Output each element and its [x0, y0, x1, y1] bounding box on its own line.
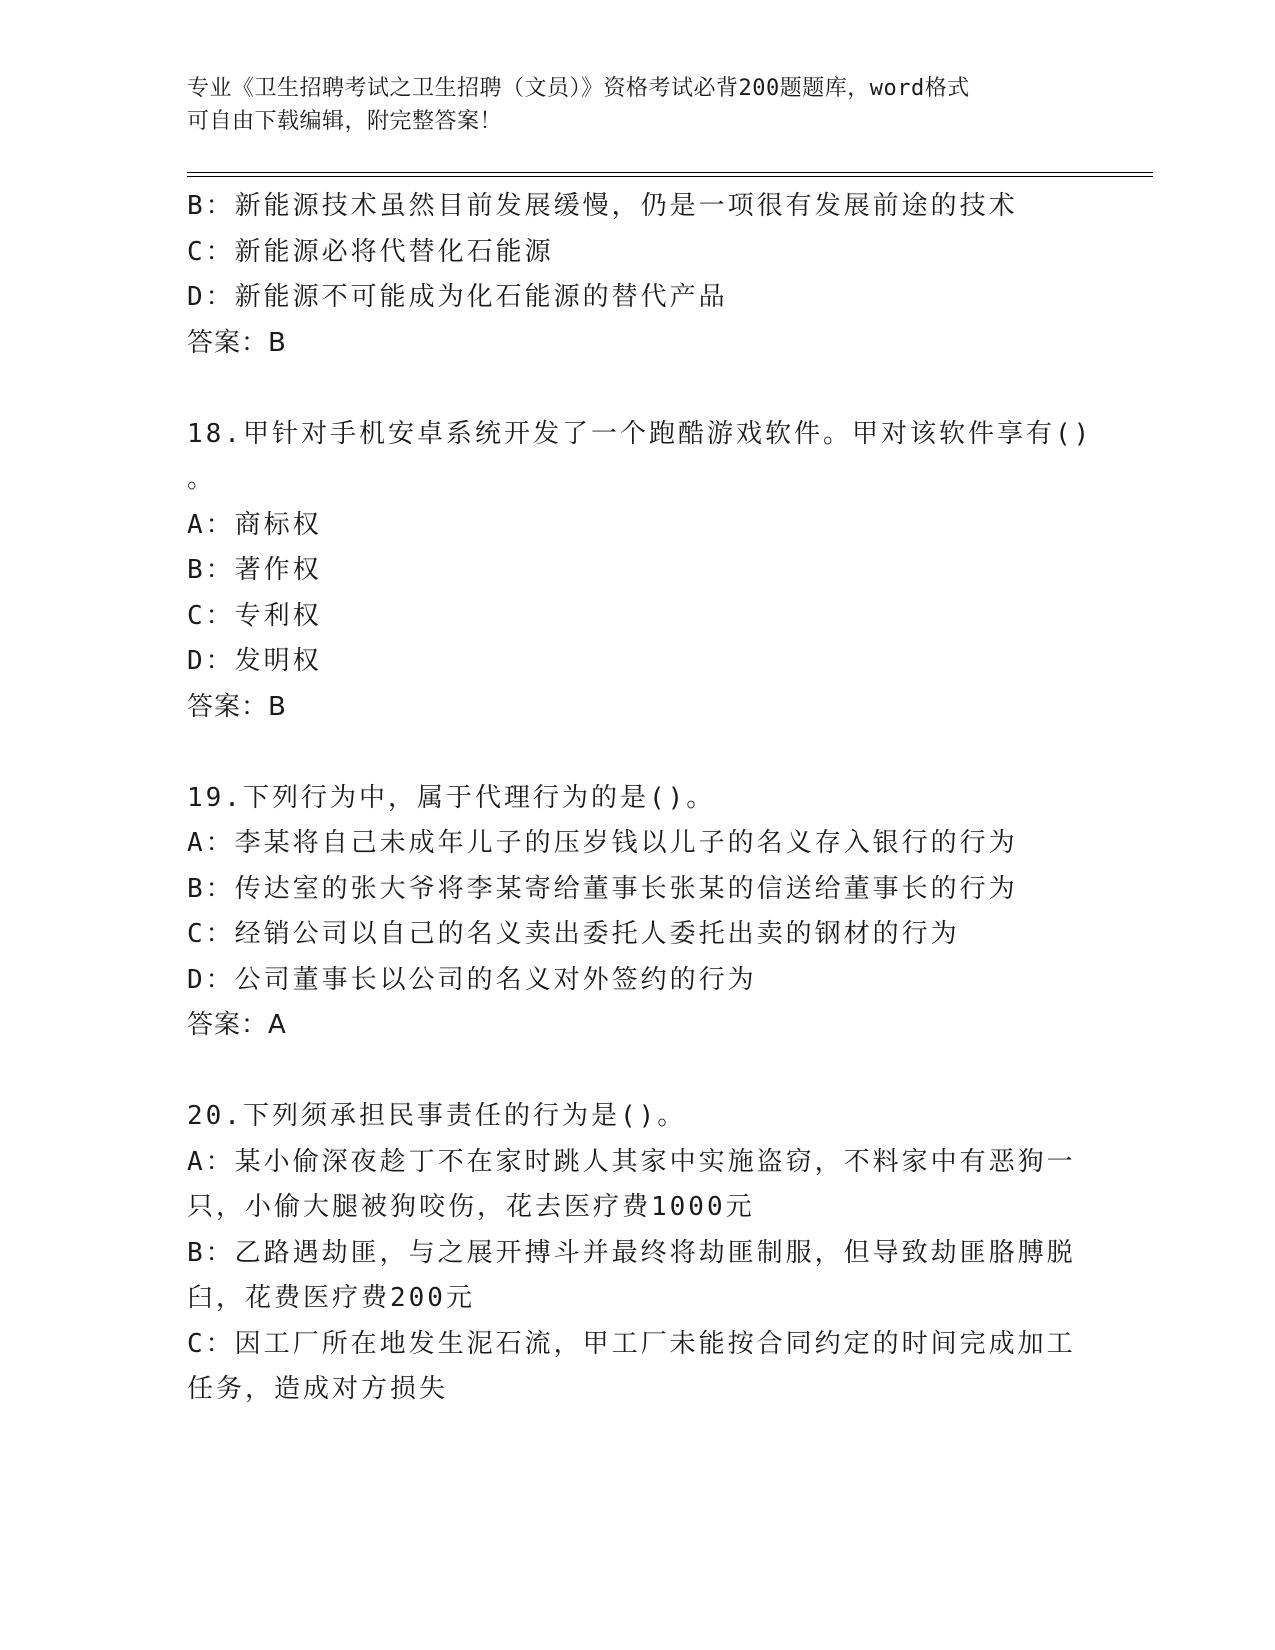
- q20-option-b-line-1: B：乙路遇劫匪，与之展开搏斗并最终将劫匪制服，但导致劫匪胳膊脱: [187, 1237, 1076, 1268]
- question-18: [187, 412, 1093, 731]
- header-rule-bottom: [187, 176, 1153, 177]
- q19-option-c: C：经销公司以自己的名义卖出委托人委托出卖的钢材的行为: [187, 919, 960, 949]
- q17-option-d: D：新能源不可能成为化石能源的替代产品: [187, 282, 728, 312]
- q20-option-a-line-2: 只，小偷大腿被狗咬伤，花去医疗费1000元: [187, 1192, 755, 1222]
- question-list: [187, 184, 1093, 1413]
- header-line-1: 专业《卫生招聘考试之卫生招聘（文员）》资格考试必背200题题库，word格式: [187, 76, 970, 101]
- question-20: [187, 1094, 1087, 1413]
- q19-answer: 答案：A: [187, 1010, 287, 1040]
- q19-option-a: A：李某将自己未成年儿子的压岁钱以儿子的名义存入银行的行为: [187, 828, 1018, 858]
- q17-answer: 答案：B: [187, 327, 287, 358]
- q18-option-c: C：专利权: [187, 600, 322, 631]
- q17-option-c: C：新能源必将代替化石能源: [187, 236, 554, 267]
- q20-option-b-line-2: 臼，花费医疗费200元: [187, 1283, 475, 1313]
- q19-question: 19.下列行为中，属于代理行为的是()。: [187, 782, 716, 813]
- q20-question: 20.下列须承担民事责任的行为是()。: [187, 1101, 687, 1131]
- header-rule-top: [187, 172, 1153, 173]
- q18-option-a: A：商标权: [187, 509, 322, 540]
- q18-option-d: D：发明权: [187, 646, 322, 676]
- question-19: [187, 776, 1087, 1049]
- q18-question-line-1: 18.甲针对手机安卓系统开发了一个跑酷游戏软件。甲对该软件享有(): [187, 418, 1093, 449]
- question-17: [187, 184, 1087, 366]
- header-line-2: 可自由下载编辑，附完整答案！: [187, 109, 503, 134]
- q18-answer: 答案：B: [187, 691, 287, 722]
- q19-option-d: D：公司董事长以公司的名义对外签约的行为: [187, 964, 757, 995]
- q20-option-c-line-2: 任务，造成对方损失: [187, 1374, 449, 1404]
- q19-option-b: B：传达室的张大爷将李某寄给董事长张某的信送给董事长的行为: [187, 873, 1018, 904]
- q20-option-a-line-1: A：某小偷深夜趁丁不在家时跳人其家中实施盗窃，不料家中有恶狗一: [187, 1146, 1076, 1177]
- q17-option-b: B：新能源技术虽然目前发展缓慢，仍是一项很有发展前途的技术: [187, 191, 1018, 221]
- q18-option-b: B：著作权: [187, 555, 322, 585]
- q20-option-c-line-1: C：因工厂所在地发生泥石流，甲工厂未能按合同约定的时间完成加工: [187, 1328, 1076, 1359]
- q18-question-line-2: 。: [187, 464, 217, 494]
- document-header: [187, 72, 1087, 138]
